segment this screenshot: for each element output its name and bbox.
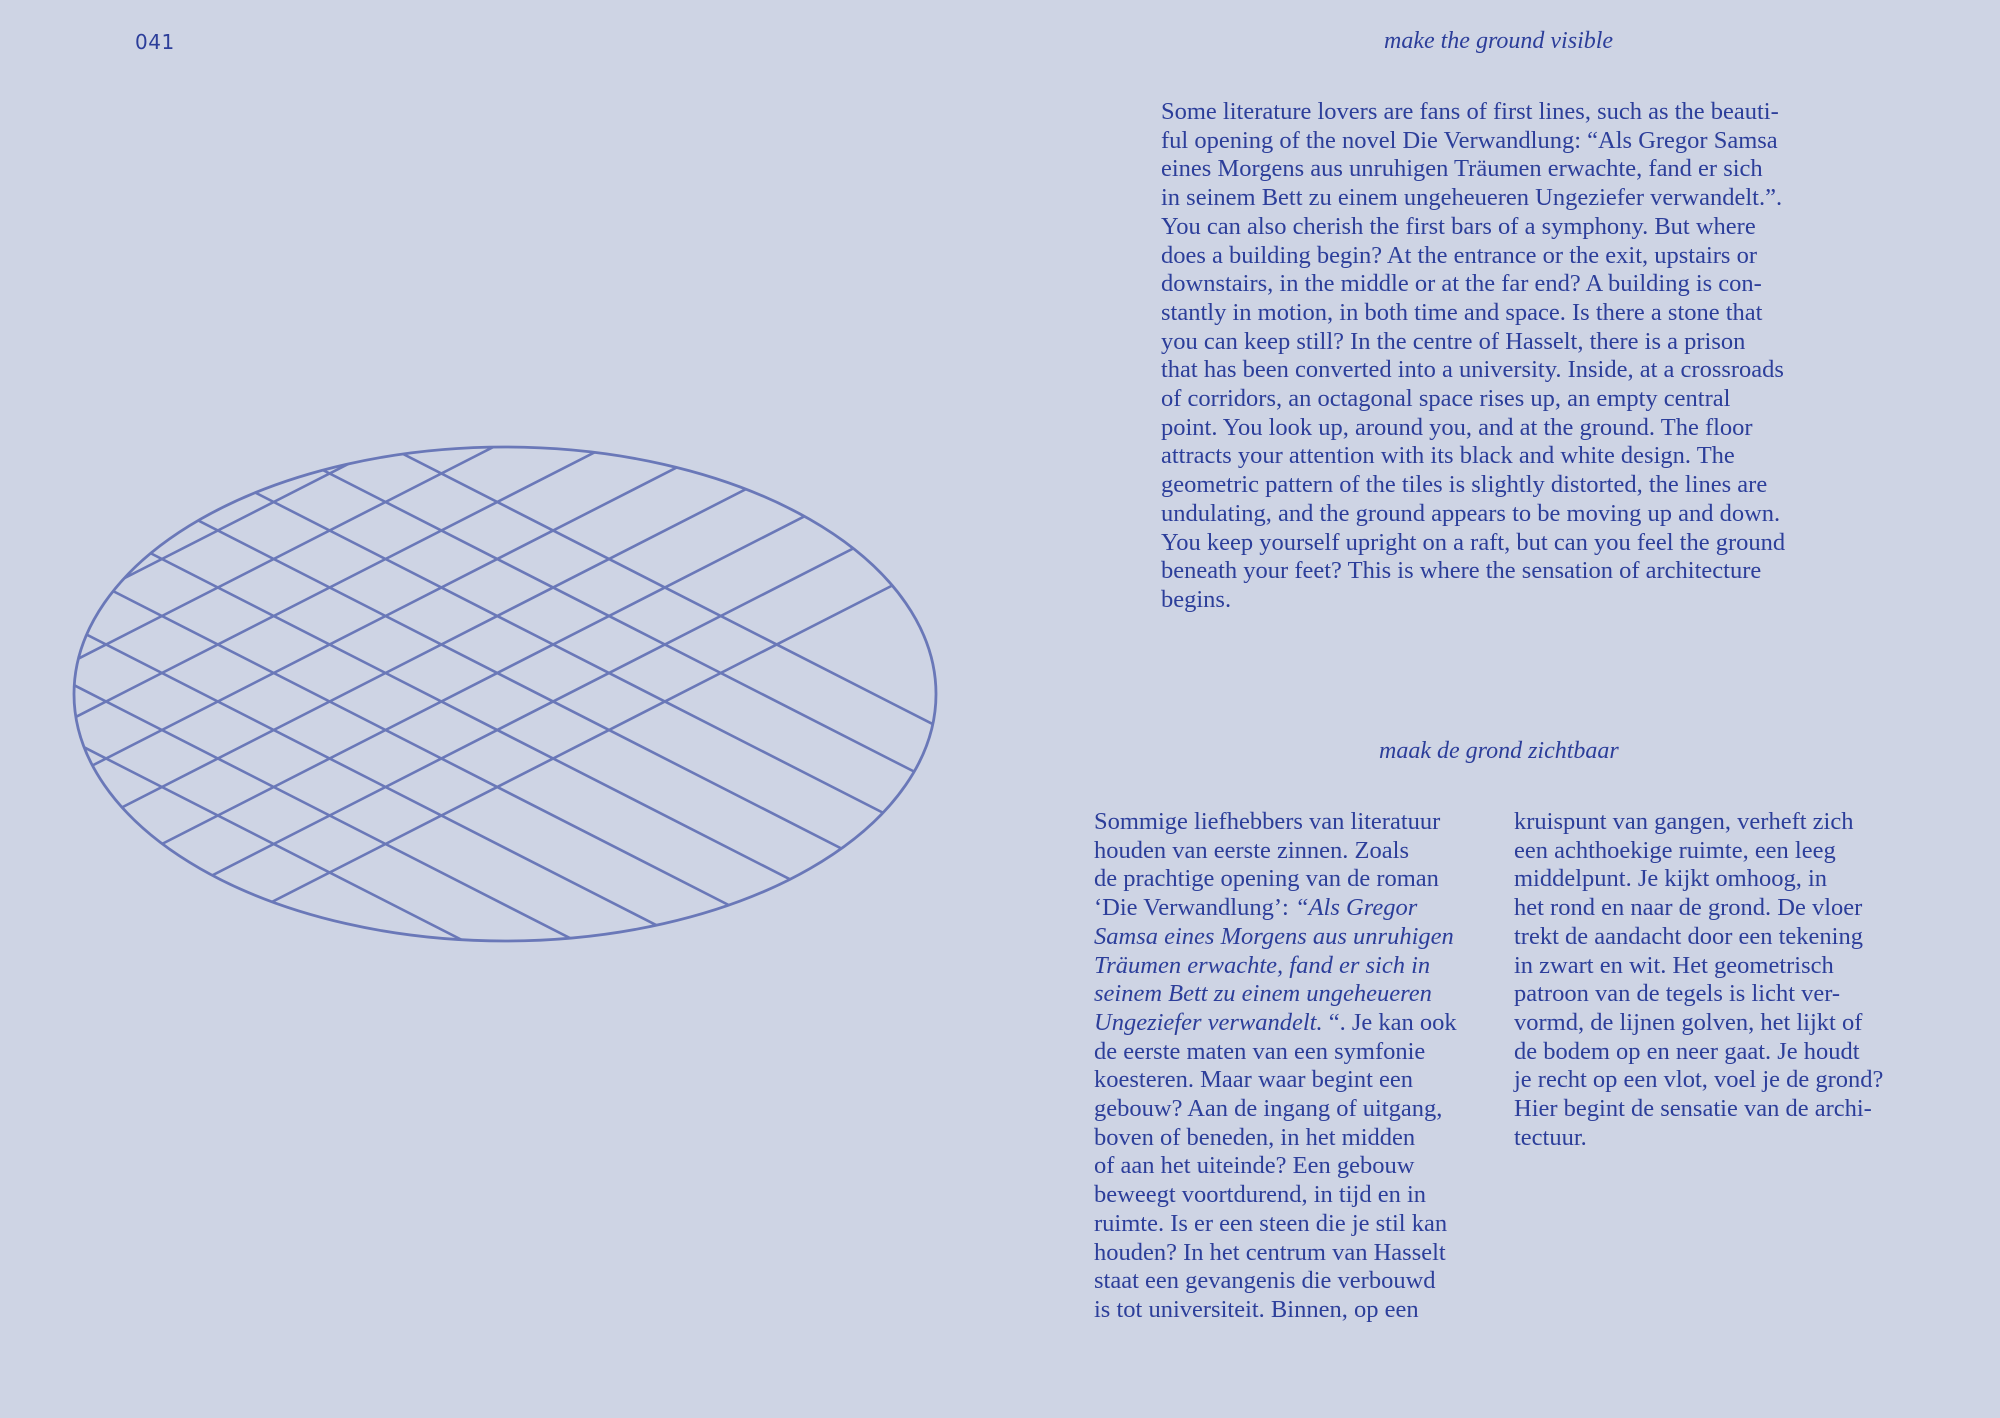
text-line: stantly in motion, in both time and space. Is there a stone that xyxy=(1161,298,1763,326)
english-body xyxy=(1161,98,1785,615)
text-line: je recht op een vlot, voel je de grond? xyxy=(1514,1066,1884,1094)
grid-line xyxy=(60,519,940,964)
text-line: undulating, and the ground appears to be moving up and down. xyxy=(1161,499,1781,527)
grid-line xyxy=(60,449,940,964)
quote-fragment: Träumen erwachte, fand er sich in xyxy=(1094,951,1431,979)
grid-line xyxy=(60,444,940,954)
text-fragment: “. Je kan ook xyxy=(1328,1008,1457,1036)
grid-line xyxy=(60,444,940,770)
grid-line xyxy=(60,444,940,964)
text-line: begins. xyxy=(1161,585,1232,613)
text-line: de eerste maten van een symfonie xyxy=(1094,1037,1426,1065)
text-line: of corridors, an octagonal space rises up, an empty central xyxy=(1161,385,1731,413)
text-line: Some literature lovers are fans of first lines, such as the beauti- xyxy=(1161,98,1779,125)
text-line: eines Morgens aus unruhigen Träumen erwachte, fand er sich xyxy=(1161,155,1763,183)
text-line: ful opening of the novel Die Verwandlung: “Als Gregor Samsa xyxy=(1161,126,1778,154)
text-line: of aan het uiteinde? Een gebouw xyxy=(1094,1152,1415,1180)
text-line: het rond en naar de grond. De vloer xyxy=(1514,894,1863,922)
text-line: trekt de aandacht door een tekening xyxy=(1514,922,1863,950)
text-line: boven of beneden, in het midden xyxy=(1094,1123,1416,1151)
text-line: staat een gevangenis die verbouwd xyxy=(1094,1267,1436,1295)
text-line: You can also cherish the first bars of a symphony. But where xyxy=(1161,212,1756,240)
quote-line xyxy=(1094,923,1457,952)
text-line: beweegt voortdurend, in tijd en in xyxy=(1094,1181,1427,1209)
dutch-body-column-2 xyxy=(1514,808,1883,1152)
text-line: that has been converted into a university. Inside, at a crossroads xyxy=(1161,356,1784,384)
grid-line xyxy=(60,444,940,840)
text-line: koesteren. Maar waar begint een xyxy=(1094,1066,1414,1094)
grid-line xyxy=(60,444,940,964)
text-line: you can keep still? In the centre of Hasselt, there is a prison xyxy=(1161,327,1746,355)
dutch-body-column-1 xyxy=(1094,808,1457,1325)
text-line: downstairs, in the middle or at the far end? A building is con- xyxy=(1161,270,1762,298)
grid-line xyxy=(60,444,940,884)
text-line: is tot universiteit. Binnen, op een xyxy=(1094,1295,1419,1323)
text-line: vormd, de lijnen golven, het lijkt of xyxy=(1514,1008,1863,1036)
text-line: kruispunt van gangen, verheft zich xyxy=(1514,808,1854,835)
dutch-heading: maak de grond zichtbaar xyxy=(1379,738,1619,764)
quote-line xyxy=(1094,952,1457,981)
text-line: de prachtige opening van de roman xyxy=(1094,865,1439,893)
english-heading: make the ground visible xyxy=(1384,28,1614,54)
text-line: houden van eerste zinnen. Zoals xyxy=(1094,836,1409,864)
text-line: de bodem op en neer gaat. Je houdt xyxy=(1514,1037,1860,1065)
text-line: in zwart en wit. Het geometrisch xyxy=(1514,951,1834,979)
text-line: Sommige liefhebbers van literatuur xyxy=(1094,808,1441,835)
text-line: attracts your attention with its black and white design. The xyxy=(1161,442,1735,470)
quote-fragment: seinem Bett zu einem ungeheueren xyxy=(1094,980,1432,1008)
quote-line xyxy=(1094,980,1457,1009)
text-line xyxy=(1094,894,1457,923)
text-line: tectuur. xyxy=(1514,1123,1587,1151)
text-line: in seinem Bett zu einem ungeheueren Ungeziefer verwandelt.”. xyxy=(1161,184,1783,212)
text-line: point. You look up, around you, and at the ground. The floor xyxy=(1161,413,1753,441)
text-line: een achthoekige ruimte, een leeg xyxy=(1514,836,1836,864)
grid-line xyxy=(60,462,940,964)
grid-line xyxy=(60,444,940,827)
grid-line xyxy=(60,444,940,656)
page-number: 041 xyxy=(135,30,175,54)
text-line: does a building begin? At the entrance or the exit, upstairs or xyxy=(1161,241,1758,269)
text-line: geometric pattern of the tiles is slightly distorted, the lines are xyxy=(1161,471,1768,499)
grid-line xyxy=(60,444,940,964)
text-line: ruimte. Is er een steen die je stil kan xyxy=(1094,1209,1448,1237)
text-fragment: ‘Die Verwandlung’: xyxy=(1094,894,1295,922)
text-line: You keep yourself upright on a raft, but can you feel the ground xyxy=(1161,528,1786,556)
text-line: Hier begint de sensatie van de archi- xyxy=(1514,1095,1872,1123)
grid-line xyxy=(60,633,940,964)
floor-illustration xyxy=(60,444,940,964)
grid-line xyxy=(60,576,940,964)
text-line: beneath your feet? This is where the sensation of architecture xyxy=(1161,557,1762,585)
grid-line xyxy=(60,444,940,964)
quote-fragment: “Als Gregor xyxy=(1294,894,1418,922)
tiled-floor-icon xyxy=(60,444,940,964)
text-line: gebouw? Aan de ingang of uitgang, xyxy=(1094,1095,1443,1123)
text-line: patroon van de tegels is licht ver- xyxy=(1514,980,1841,1008)
quote-fragment: Ungeziefer verwandelt. xyxy=(1094,1008,1329,1036)
text-line xyxy=(1094,1009,1457,1038)
quote-fragment: Samsa eines Morgens aus unruhigen xyxy=(1094,922,1454,950)
text-line: houden? In het centrum van Hasselt xyxy=(1094,1238,1446,1266)
text-line: middelpunt. Je kijkt omhoog, in xyxy=(1514,865,1828,893)
